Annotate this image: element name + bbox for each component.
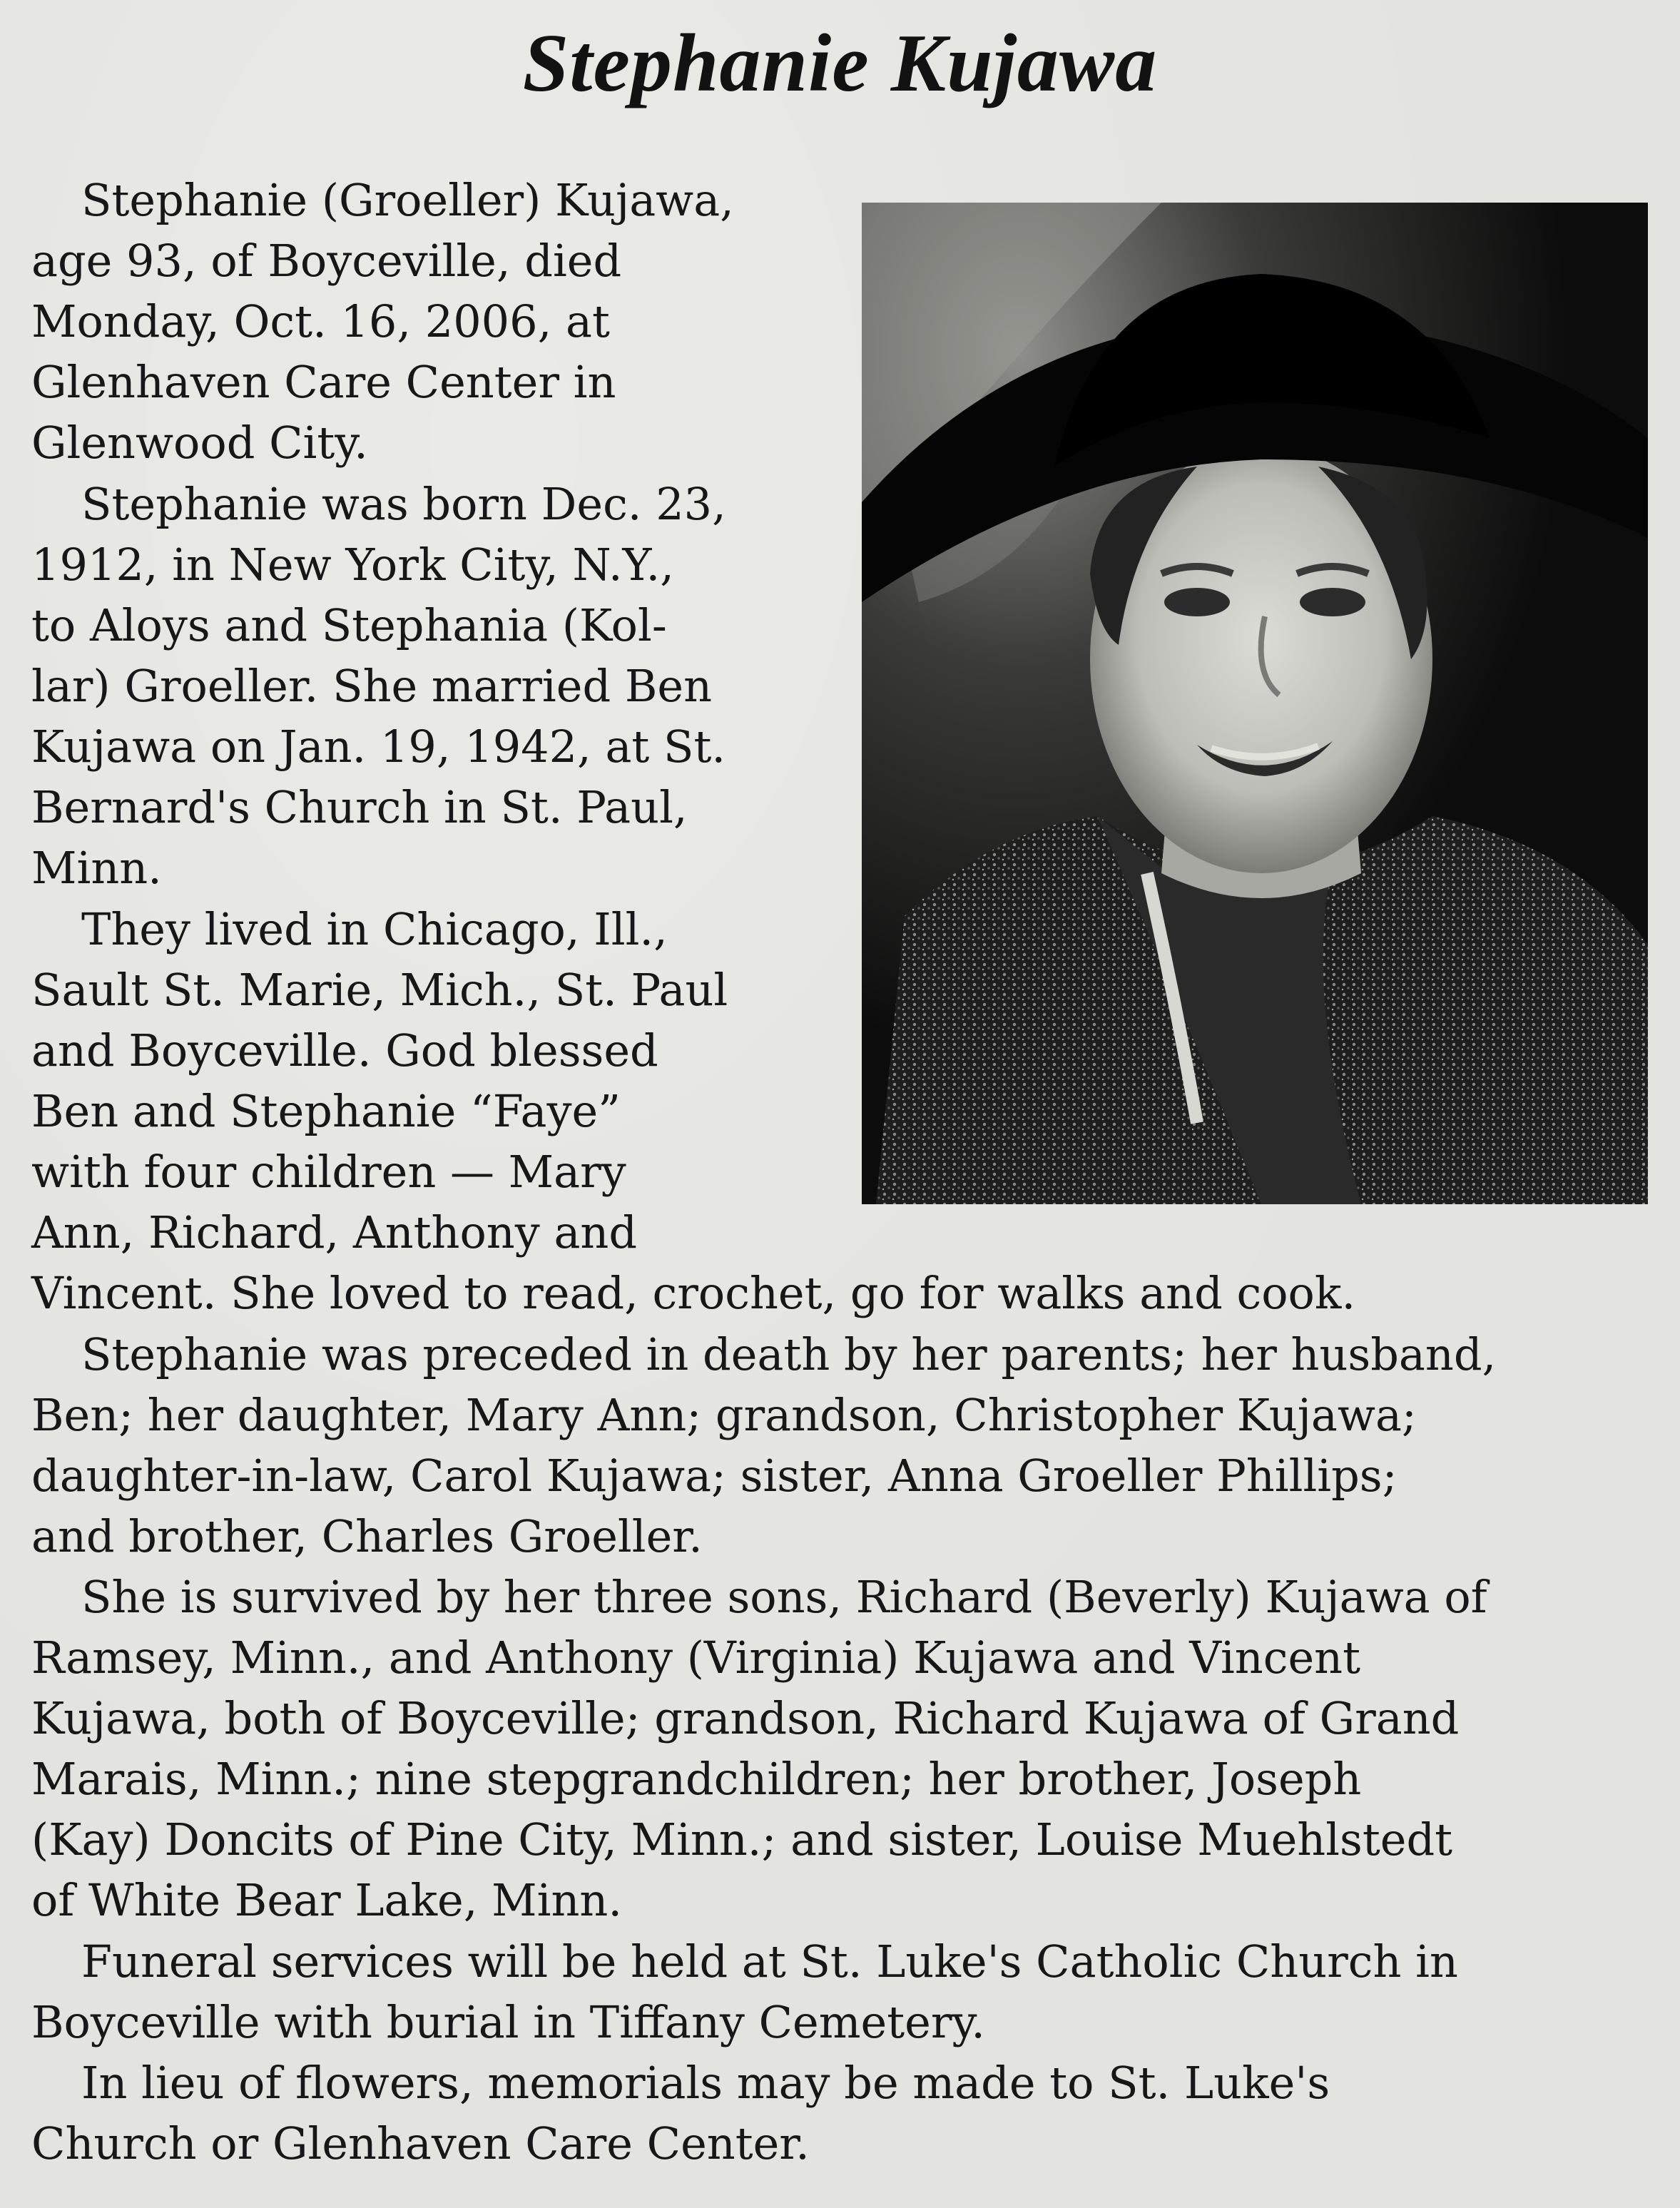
text-line: Minn. xyxy=(31,842,162,894)
text-line: to Aloys and Stephania (Kol- xyxy=(31,599,667,651)
text-line: and brother, Charles Groeller. xyxy=(31,1510,703,1562)
obituary-paragraph-4 xyxy=(31,1324,1496,1567)
obituary-paragraph-1 xyxy=(31,170,734,473)
text-line: They lived in Chicago, Ill., xyxy=(81,903,668,955)
obituary-paragraph-3 xyxy=(31,899,1355,1323)
text-line: Ben; her daughter, Mary Ann; grandson, Christopher Kujawa; xyxy=(31,1389,1417,1441)
text-line: Monday, Oct. 16, 2006, at xyxy=(31,295,610,347)
text-line: Stephanie was preceded in death by her parents; her husband, xyxy=(81,1328,1497,1380)
text-line: Ann, Richard, Anthony and xyxy=(31,1206,638,1258)
text-line: 1912, in New York City, N.Y., xyxy=(31,539,674,591)
text-line: Sault St. Marie, Mich., St. Paul xyxy=(31,964,728,1016)
text-line: Vincent. She loved to read, crochet, go for walks and cook. xyxy=(31,1267,1356,1319)
text-line: Glenhaven Care Center in xyxy=(31,356,616,408)
text-line: Kujawa, both of Boyceville; grandson, Richard Kujawa of Grand xyxy=(31,1692,1460,1744)
obituary-paragraph-6 xyxy=(31,1931,1458,2052)
text-line: Boyceville with burial in Tiffany Cemetery. xyxy=(31,1996,985,2048)
text-line: Ben and Stephanie “Faye” xyxy=(31,1085,621,1137)
text-line: She is survived by her three sons, Richard (Beverly) Kujawa of xyxy=(81,1571,1487,1623)
text-line: of White Bear Lake, Minn. xyxy=(31,1874,623,1926)
text-line: age 93, of Boyceville, died xyxy=(31,235,622,287)
text-line: Stephanie (Groeller) Kujawa, xyxy=(81,174,734,226)
obituary-paragraph-5 xyxy=(31,1567,1487,1930)
text-line: Kujawa on Jan. 19, 1942, at St. xyxy=(31,721,726,773)
obituary-paragraph-7 xyxy=(31,2052,1330,2174)
text-line: Church or Glenhaven Care Center. xyxy=(31,2117,810,2169)
text-line: lar) Groeller. She married Ben xyxy=(31,660,713,712)
text-line: Stephanie was born Dec. 23, xyxy=(81,478,726,530)
text-line: Marais, Minn.; nine stepgrandchildren; her brother, Joseph xyxy=(31,1753,1362,1805)
text-line: (Kay) Doncits of Pine City, Minn.; and sister, Louise Muehlstedt xyxy=(31,1813,1453,1866)
text-line: Funeral services will be held at St. Luke's Catholic Church in xyxy=(81,1935,1458,1988)
text-line: In lieu of flowers, memorials may be made to St. Luke's xyxy=(81,2057,1330,2109)
text-line: daughter-in-law, Carol Kujawa; sister, Anna Groeller Phillips; xyxy=(31,1450,1398,1502)
obituary-headline: Stephanie Kujawa xyxy=(522,18,1158,109)
obituary-paragraph-2 xyxy=(31,474,726,898)
text-line: with four children — Mary xyxy=(31,1146,626,1198)
text-line: Bernard's Church in St. Paul, xyxy=(31,781,688,833)
text-line: Ramsey, Minn., and Anthony (Virginia) Kujawa and Vincent xyxy=(31,1632,1360,1684)
text-line: Glenwood City. xyxy=(31,417,368,469)
text-line: and Boyceville. God blessed xyxy=(31,1024,658,1077)
